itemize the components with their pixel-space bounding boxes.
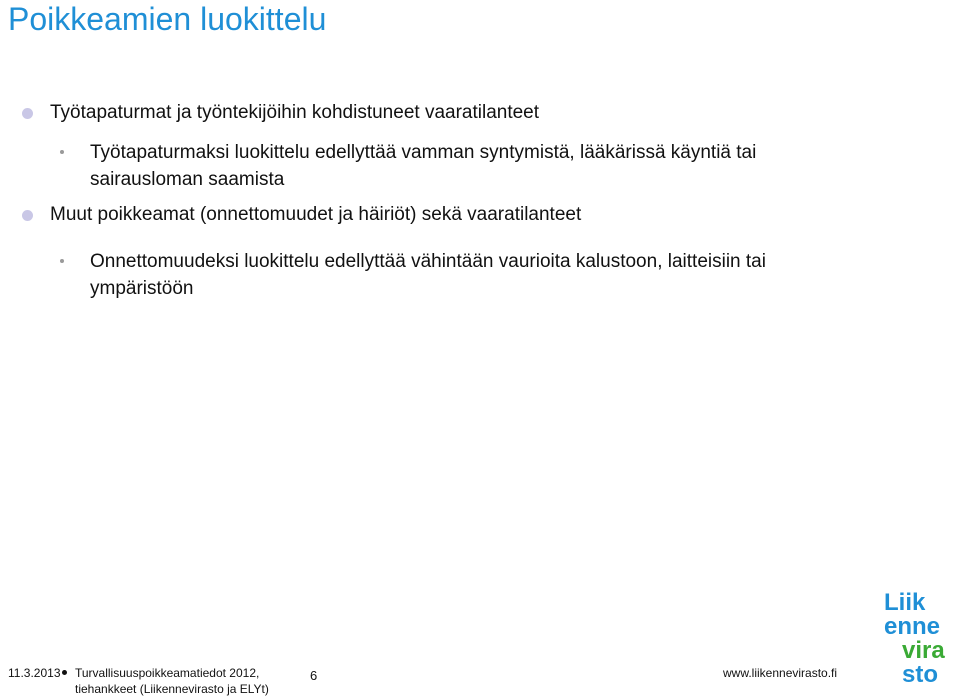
sub-bullet-item-2 bbox=[60, 248, 820, 302]
footer-date: 11.3.2013 bbox=[8, 666, 61, 680]
sub-bullet-item-1 bbox=[60, 139, 820, 193]
bullet-dot-icon bbox=[22, 108, 33, 119]
footer-separator-icon bbox=[62, 670, 67, 675]
bullet-dot-icon bbox=[22, 210, 33, 221]
footer-website: www.liikennevirasto.fi bbox=[723, 666, 838, 680]
slide-title: Poikkeamien luokittelu bbox=[8, 1, 327, 37]
logo-line-2: enne bbox=[884, 613, 941, 640]
bullet-item-1 bbox=[22, 101, 902, 125]
footer-source-line2: tiehankkeet (Liikennevirasto ja ELYt) bbox=[75, 682, 269, 696]
footer-source-line1: Turvallisuuspoikkeamatiedot 2012, bbox=[75, 666, 260, 680]
logo-line-4: sto bbox=[902, 661, 938, 688]
logo-line-1: Liik bbox=[884, 589, 926, 616]
sub-bullet-text: Onnettomuudeksi luokittelu edellyttää vähintään vaurioita kalustoon, laitteisiin tai ympäristöön bbox=[90, 251, 766, 299]
sub-bullet-text: Työtapaturmaksi luokittelu edellyttää vamman syntymistä, lääkärissä käyntiä tai sairausloman saamista bbox=[90, 142, 757, 190]
sub-bullet-dot-icon bbox=[60, 259, 64, 263]
bullet-item-2 bbox=[22, 203, 902, 227]
footer-page-number: 6 bbox=[310, 668, 318, 683]
bullet-text: Työtapaturmat ja työntekijöihin kohdistuneet vaaratilanteet bbox=[50, 102, 540, 123]
bullet-text: Muut poikkeamat (onnettomuudet ja häiriöt) sekä vaaratilanteet bbox=[50, 204, 582, 225]
logo-line-3: vira bbox=[902, 637, 945, 664]
liikennevirasto-logo bbox=[880, 588, 960, 688]
sub-bullet-dot-icon bbox=[60, 150, 64, 154]
